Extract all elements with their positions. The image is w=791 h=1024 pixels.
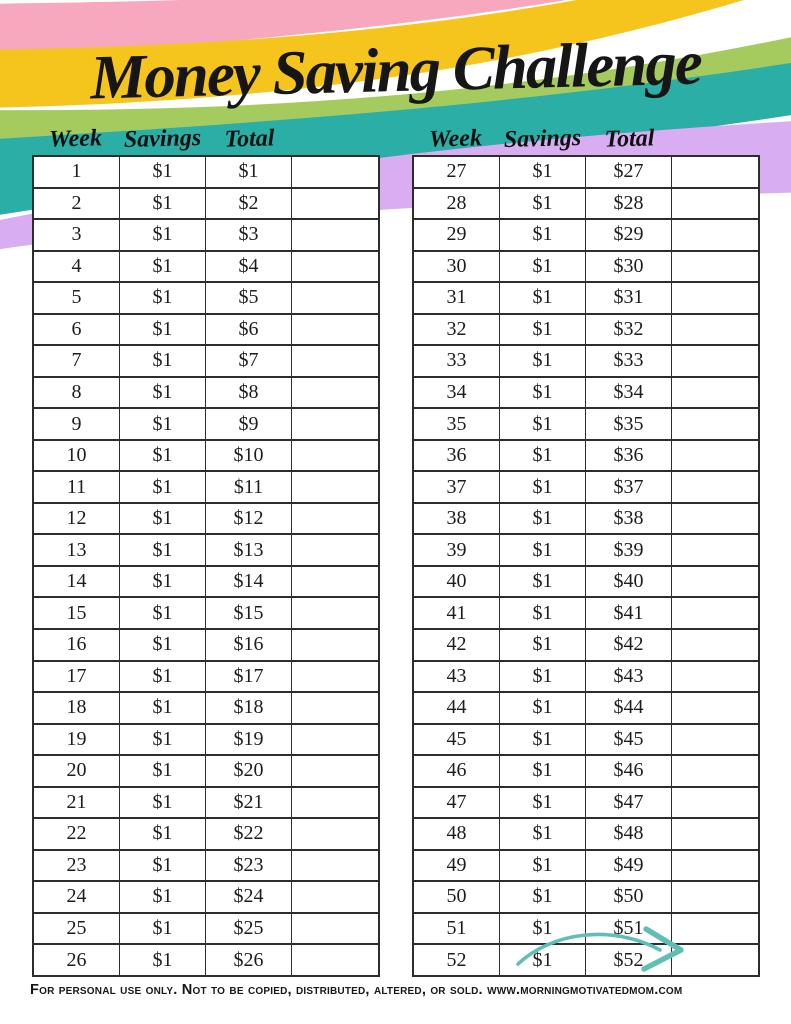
savings-cell: $1 [120,945,206,975]
week-cell: 29 [414,220,500,250]
column-headers-right [412,120,760,154]
savings-cell: $1 [120,441,206,471]
table-row [34,630,378,662]
check-cell [292,819,378,849]
savings-cell: $1 [120,189,206,219]
week-cell: 26 [34,945,120,975]
total-cell: $28 [586,189,672,219]
week-cell: 50 [414,882,500,912]
savings-cell: $1 [120,756,206,786]
week-cell: 52 [414,945,500,975]
savings-cell: $1 [500,598,586,628]
week-cell: 5 [34,283,120,313]
week-cell: 4 [34,252,120,282]
total-cell: $47 [586,788,672,818]
column-header-savings: Savings [123,124,202,154]
check-cell [292,504,378,534]
check-cell [292,598,378,628]
week-cell: 30 [414,252,500,282]
check-cell [292,535,378,565]
column-headers-left [32,120,380,154]
total-cell: $10 [206,441,292,471]
table-row [414,252,758,284]
table-row [414,220,758,252]
week-cell: 32 [414,315,500,345]
savings-cell: $1 [120,346,206,376]
savings-cell: $1 [120,882,206,912]
week-cell: 48 [414,819,500,849]
check-cell [292,662,378,692]
check-cell [292,441,378,471]
savings-cell: $1 [500,189,586,219]
week-cell: 10 [34,441,120,471]
savings-cell: $1 [120,409,206,439]
savings-cell: $1 [500,819,586,849]
total-cell: $11 [206,472,292,502]
check-cell [672,598,758,628]
total-cell: $12 [206,504,292,534]
check-cell [292,189,378,219]
check-cell [292,472,378,502]
check-cell [292,882,378,912]
week-cell: 1 [34,157,120,187]
week-cell: 21 [34,788,120,818]
week-cell: 23 [34,851,120,881]
table-row [414,693,758,725]
total-cell: $17 [206,662,292,692]
total-cell: $3 [206,220,292,250]
table-row [34,220,378,252]
week-cell: 40 [414,567,500,597]
total-cell: $49 [586,851,672,881]
total-cell: $24 [206,882,292,912]
total-cell: $5 [206,283,292,313]
week-cell: 39 [414,535,500,565]
check-cell [672,504,758,534]
table-row [414,598,758,630]
week-cell: 12 [34,504,120,534]
check-cell [672,441,758,471]
table-row [34,189,378,221]
check-cell [292,788,378,818]
table-row [34,378,378,410]
week-cell: 43 [414,662,500,692]
total-cell: $52 [586,945,672,975]
table-row [414,819,758,851]
table-row [414,851,758,883]
week-cell: 22 [34,819,120,849]
week-cell: 6 [34,315,120,345]
table-row [414,346,758,378]
week-cell: 34 [414,378,500,408]
total-cell: $32 [586,315,672,345]
check-cell [292,567,378,597]
check-cell [672,756,758,786]
check-cell [292,725,378,755]
savings-cell: $1 [120,819,206,849]
week-cell: 7 [34,346,120,376]
table-row [34,756,378,788]
check-cell [292,220,378,250]
week-cell: 19 [34,725,120,755]
savings-cell: $1 [500,914,586,944]
week-cell: 51 [414,914,500,944]
savings-cell: $1 [120,598,206,628]
curved-right-arrow-icon [480,898,791,1008]
table-row [414,409,758,441]
savings-cell: $1 [120,315,206,345]
savings-cell: $1 [120,567,206,597]
total-cell: $45 [586,725,672,755]
savings-cell: $1 [500,851,586,881]
total-cell: $30 [586,252,672,282]
week-cell: 18 [34,693,120,723]
check-cell [672,693,758,723]
check-cell [292,283,378,313]
total-cell: $41 [586,598,672,628]
check-cell [672,788,758,818]
table-row [34,598,378,630]
savings-cell: $1 [500,346,586,376]
total-cell: $51 [586,914,672,944]
savings-cell: $1 [120,914,206,944]
check-cell [292,693,378,723]
check-cell [672,472,758,502]
savings-cell: $1 [120,157,206,187]
savings-cell: $1 [500,945,586,975]
savings-cell: $1 [500,409,586,439]
savings-cell: $1 [500,220,586,250]
table-row [34,157,378,189]
check-cell [672,220,758,250]
week-cell: 15 [34,598,120,628]
table-row [34,945,378,975]
table-row [414,630,758,662]
savings-table-weeks-1-26 [32,155,380,977]
week-cell: 8 [34,378,120,408]
savings-cell: $1 [120,252,206,282]
total-cell: $7 [206,346,292,376]
total-cell: $39 [586,535,672,565]
column-header-total: Total [224,125,275,153]
table-row [34,441,378,473]
week-cell: 20 [34,756,120,786]
savings-cell: $1 [120,220,206,250]
week-cell: 13 [34,535,120,565]
table-row [414,441,758,473]
check-cell [672,567,758,597]
check-cell [672,409,758,439]
week-cell: 42 [414,630,500,660]
total-cell: $35 [586,409,672,439]
column-header-week: Week [428,125,483,153]
page-title: Money Saving Challenge [89,27,702,113]
check-cell [672,662,758,692]
total-cell: $23 [206,851,292,881]
table-row [34,788,378,820]
table-row [34,535,378,567]
week-cell: 47 [414,788,500,818]
total-cell: $4 [206,252,292,282]
check-cell [672,535,758,565]
table-row [414,662,758,694]
table-row [414,504,758,536]
table-row [34,504,378,536]
check-cell [672,189,758,219]
savings-table-weeks-27-52 [412,155,760,977]
savings-cell: $1 [500,630,586,660]
week-cell: 41 [414,598,500,628]
savings-cell: $1 [120,693,206,723]
week-cell: 37 [414,472,500,502]
savings-cell: $1 [120,378,206,408]
table-row [34,662,378,694]
savings-cell: $1 [500,725,586,755]
check-cell [292,315,378,345]
savings-cell: $1 [120,504,206,534]
total-cell: $27 [586,157,672,187]
table-row [34,472,378,504]
check-cell [292,756,378,786]
check-cell [672,283,758,313]
total-cell: $29 [586,220,672,250]
total-cell: $38 [586,504,672,534]
total-cell: $19 [206,725,292,755]
total-cell: $14 [206,567,292,597]
check-cell [292,346,378,376]
total-cell: $40 [586,567,672,597]
table-row [414,725,758,757]
total-cell: $46 [586,756,672,786]
column-header-total: Total [604,125,655,153]
savings-cell: $1 [120,535,206,565]
savings-cell: $1 [500,504,586,534]
savings-cell: $1 [500,157,586,187]
table-row [414,157,758,189]
savings-cell: $1 [500,756,586,786]
check-cell [672,252,758,282]
table-row [34,914,378,946]
savings-cell: $1 [500,882,586,912]
week-cell: 25 [34,914,120,944]
total-cell: $18 [206,693,292,723]
savings-cell: $1 [500,283,586,313]
savings-cell: $1 [500,315,586,345]
table-row [414,283,758,315]
week-cell: 17 [34,662,120,692]
table-row [34,567,378,599]
week-cell: 45 [414,725,500,755]
week-cell: 38 [414,504,500,534]
check-cell [292,409,378,439]
table-row [34,346,378,378]
table-row [34,315,378,347]
savings-cell: $1 [120,725,206,755]
savings-cell: $1 [120,630,206,660]
week-cell: 33 [414,346,500,376]
column-header-week: Week [48,125,103,153]
check-cell [292,157,378,187]
savings-cell: $1 [120,662,206,692]
total-cell: $31 [586,283,672,313]
check-cell [292,914,378,944]
check-cell [672,819,758,849]
column-header-savings: Savings [503,124,582,154]
week-cell: 35 [414,409,500,439]
week-cell: 44 [414,693,500,723]
total-cell: $16 [206,630,292,660]
savings-cell: $1 [500,662,586,692]
check-cell [672,157,758,187]
table-row [414,535,758,567]
total-cell: $2 [206,189,292,219]
table-row [414,189,758,221]
table-row [34,409,378,441]
total-cell: $34 [586,378,672,408]
total-cell: $33 [586,346,672,376]
total-cell: $42 [586,630,672,660]
check-cell [672,378,758,408]
savings-cell: $1 [500,567,586,597]
total-cell: $1 [206,157,292,187]
week-cell: 2 [34,189,120,219]
table-row [414,378,758,410]
table-row [414,788,758,820]
table-row [34,819,378,851]
total-cell: $9 [206,409,292,439]
savings-cell: $1 [500,472,586,502]
week-cell: 36 [414,441,500,471]
savings-cell: $1 [500,535,586,565]
total-cell: $22 [206,819,292,849]
check-cell [672,346,758,376]
check-cell [292,252,378,282]
total-cell: $20 [206,756,292,786]
savings-cell: $1 [120,283,206,313]
total-cell: $25 [206,914,292,944]
table-row [34,693,378,725]
check-cell [672,851,758,881]
week-cell: 9 [34,409,120,439]
week-cell: 14 [34,567,120,597]
savings-cell: $1 [500,441,586,471]
table-row [34,882,378,914]
table-row [34,252,378,284]
table-row [34,725,378,757]
check-cell [292,630,378,660]
total-cell: $44 [586,693,672,723]
week-cell: 11 [34,472,120,502]
savings-cell: $1 [500,378,586,408]
table-row [34,283,378,315]
savings-cell: $1 [500,693,586,723]
check-cell [292,378,378,408]
check-cell [292,851,378,881]
savings-cell: $1 [500,252,586,282]
total-cell: $50 [586,882,672,912]
week-cell: 16 [34,630,120,660]
total-cell: $43 [586,662,672,692]
total-cell: $48 [586,819,672,849]
week-cell: 31 [414,283,500,313]
savings-cell: $1 [120,788,206,818]
check-cell [672,315,758,345]
week-cell: 49 [414,851,500,881]
table-row [34,851,378,883]
table-row [414,472,758,504]
table-row [414,567,758,599]
table-row [414,315,758,347]
savings-cell: $1 [500,788,586,818]
total-cell: $26 [206,945,292,975]
savings-cell: $1 [120,472,206,502]
week-cell: 46 [414,756,500,786]
check-cell [292,945,378,975]
total-cell: $13 [206,535,292,565]
check-cell [672,725,758,755]
total-cell: $15 [206,598,292,628]
week-cell: 28 [414,189,500,219]
total-cell: $37 [586,472,672,502]
table-row [414,756,758,788]
check-cell [672,630,758,660]
total-cell: $6 [206,315,292,345]
total-cell: $8 [206,378,292,408]
week-cell: 3 [34,220,120,250]
week-cell: 24 [34,882,120,912]
total-cell: $21 [206,788,292,818]
total-cell: $36 [586,441,672,471]
footer-disclaimer: For personal use only. Not to be copied, distributed, altered, or sold. www.morningmotivatedmom.com [30,982,683,998]
week-cell: 27 [414,157,500,187]
savings-cell: $1 [120,851,206,881]
